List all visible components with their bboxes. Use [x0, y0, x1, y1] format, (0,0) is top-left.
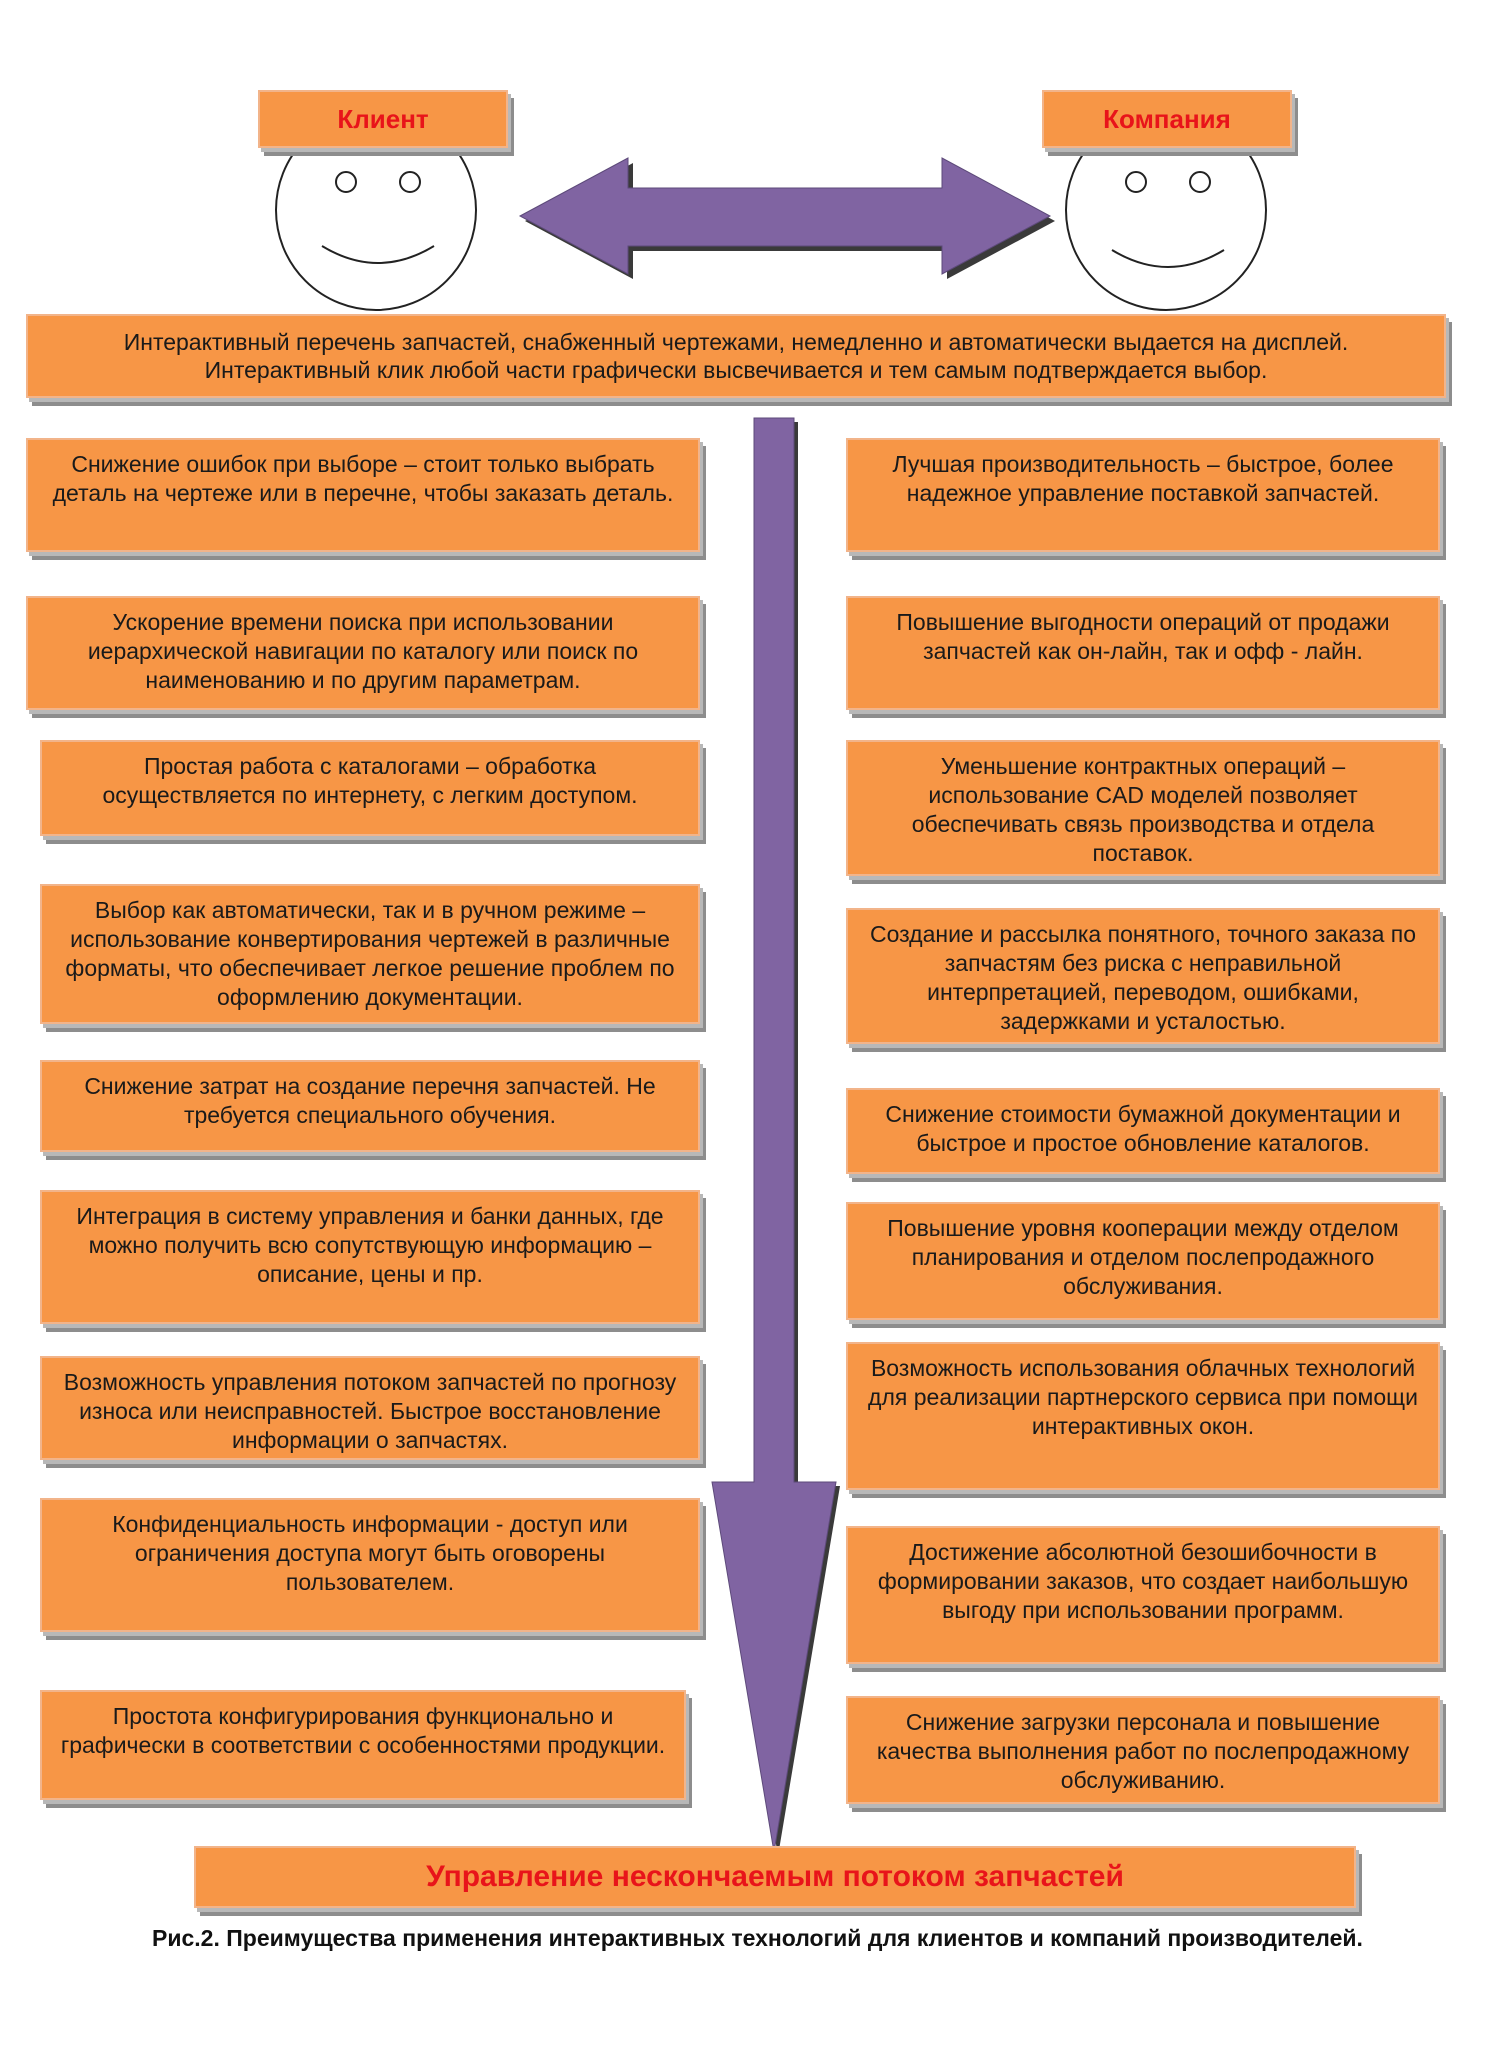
client-benefit-box: Простая работа с каталогами – обработка осуществляется по интернету, с легким доступом. — [40, 740, 700, 836]
company-label: Компания — [1042, 90, 1292, 148]
company-benefit-box: Уменьшение контрактных операций – использование CAD моделей позволяет обеспечивать связь производства и отдела поставок. — [846, 740, 1440, 876]
double-arrow-icon — [520, 158, 1055, 279]
company-benefit-box: Повышение выгодности операций от продажи запчастей как он-лайн, так и офф - лайн. — [846, 596, 1440, 710]
top-description-line-1: Интерактивный перечень запчастей, снабженный чертежами, немедленно и автоматически выдается на дисплей. — [123, 329, 1349, 355]
company-benefit-box: Создание и рассылка понятного, точного заказа по запчастям без риска с неправильной интерпретацией, переводом, ошибками, задержками и усталостью. — [846, 908, 1440, 1044]
top-description-line-2: Интерактивный клик любой части графически высвечивается и тем самым подтверждается выбор. — [204, 357, 1268, 383]
client-benefit-box: Конфиденциальность информации - доступ или ограничения доступа могут быть оговорены пользователем. — [40, 1498, 700, 1632]
client-benefit-box: Ускорение времени поиска при использовании иерархической навигации по каталогу или поиск по наименованию и по другим параметрам. — [26, 596, 700, 710]
company-benefit-box: Лучшая производительность – быстрое, более надежное управление поставкой запчастей. — [846, 438, 1440, 552]
down-arrow-icon — [712, 418, 840, 1856]
company-benefit-box: Снижение загрузки персонала и повышение качества выполнения работ по послепродажному обслуживанию. — [846, 1696, 1440, 1804]
client-benefit-box: Выбор как автоматически, так и в ручном режиме – использование конвертирования чертежей в различные форматы, что обеспечивает легкое решение проблем по оформлению документации. — [40, 884, 700, 1024]
client-benefit-box: Снижение ошибок при выборе – стоит только выбрать деталь на чертеже или в перечне, чтобы заказать деталь. — [26, 438, 700, 552]
client-benefit-box: Снижение затрат на создание перечня запчастей. Не требуется специального обучения. — [40, 1060, 700, 1152]
client-benefit-box: Возможность управления потоком запчастей по прогнозу износа или неисправностей. Быстрое восстановление информации о запчастях. — [40, 1356, 700, 1460]
top-description-box — [26, 314, 1446, 398]
company-benefit-box: Снижение стоимости бумажной документации и быстрое и простое обновление каталогов. — [846, 1088, 1440, 1174]
client-label: Клиент — [258, 90, 508, 148]
company-benefit-box: Повышение уровня кооперации между отделом планирования и отделом послепродажного обслуживания. — [846, 1202, 1440, 1320]
bottom-result-box: Управление нескончаемым потоком запчастей — [194, 1846, 1356, 1908]
figure-caption: Рис.2. Преимущества применения интерактивных технологий для клиентов и компаний производителей. — [152, 1925, 1363, 1951]
client-benefit-box: Интеграция в систему управления и банки данных, где можно получить всю сопутствующую информацию – описание, цены и пр. — [40, 1190, 700, 1324]
company-benefit-box: Достижение абсолютной безошибочности в формировании заказов, что создает наибольшую выгоду при использовании программ. — [846, 1526, 1440, 1664]
client-benefit-box: Простота конфигурирования функционально и графически в соответствии с особенностями продукции. — [40, 1690, 686, 1800]
company-benefit-box: Возможность использования облачных технологий для реализации партнерского сервиса при помощи интерактивных окон. — [846, 1342, 1440, 1490]
